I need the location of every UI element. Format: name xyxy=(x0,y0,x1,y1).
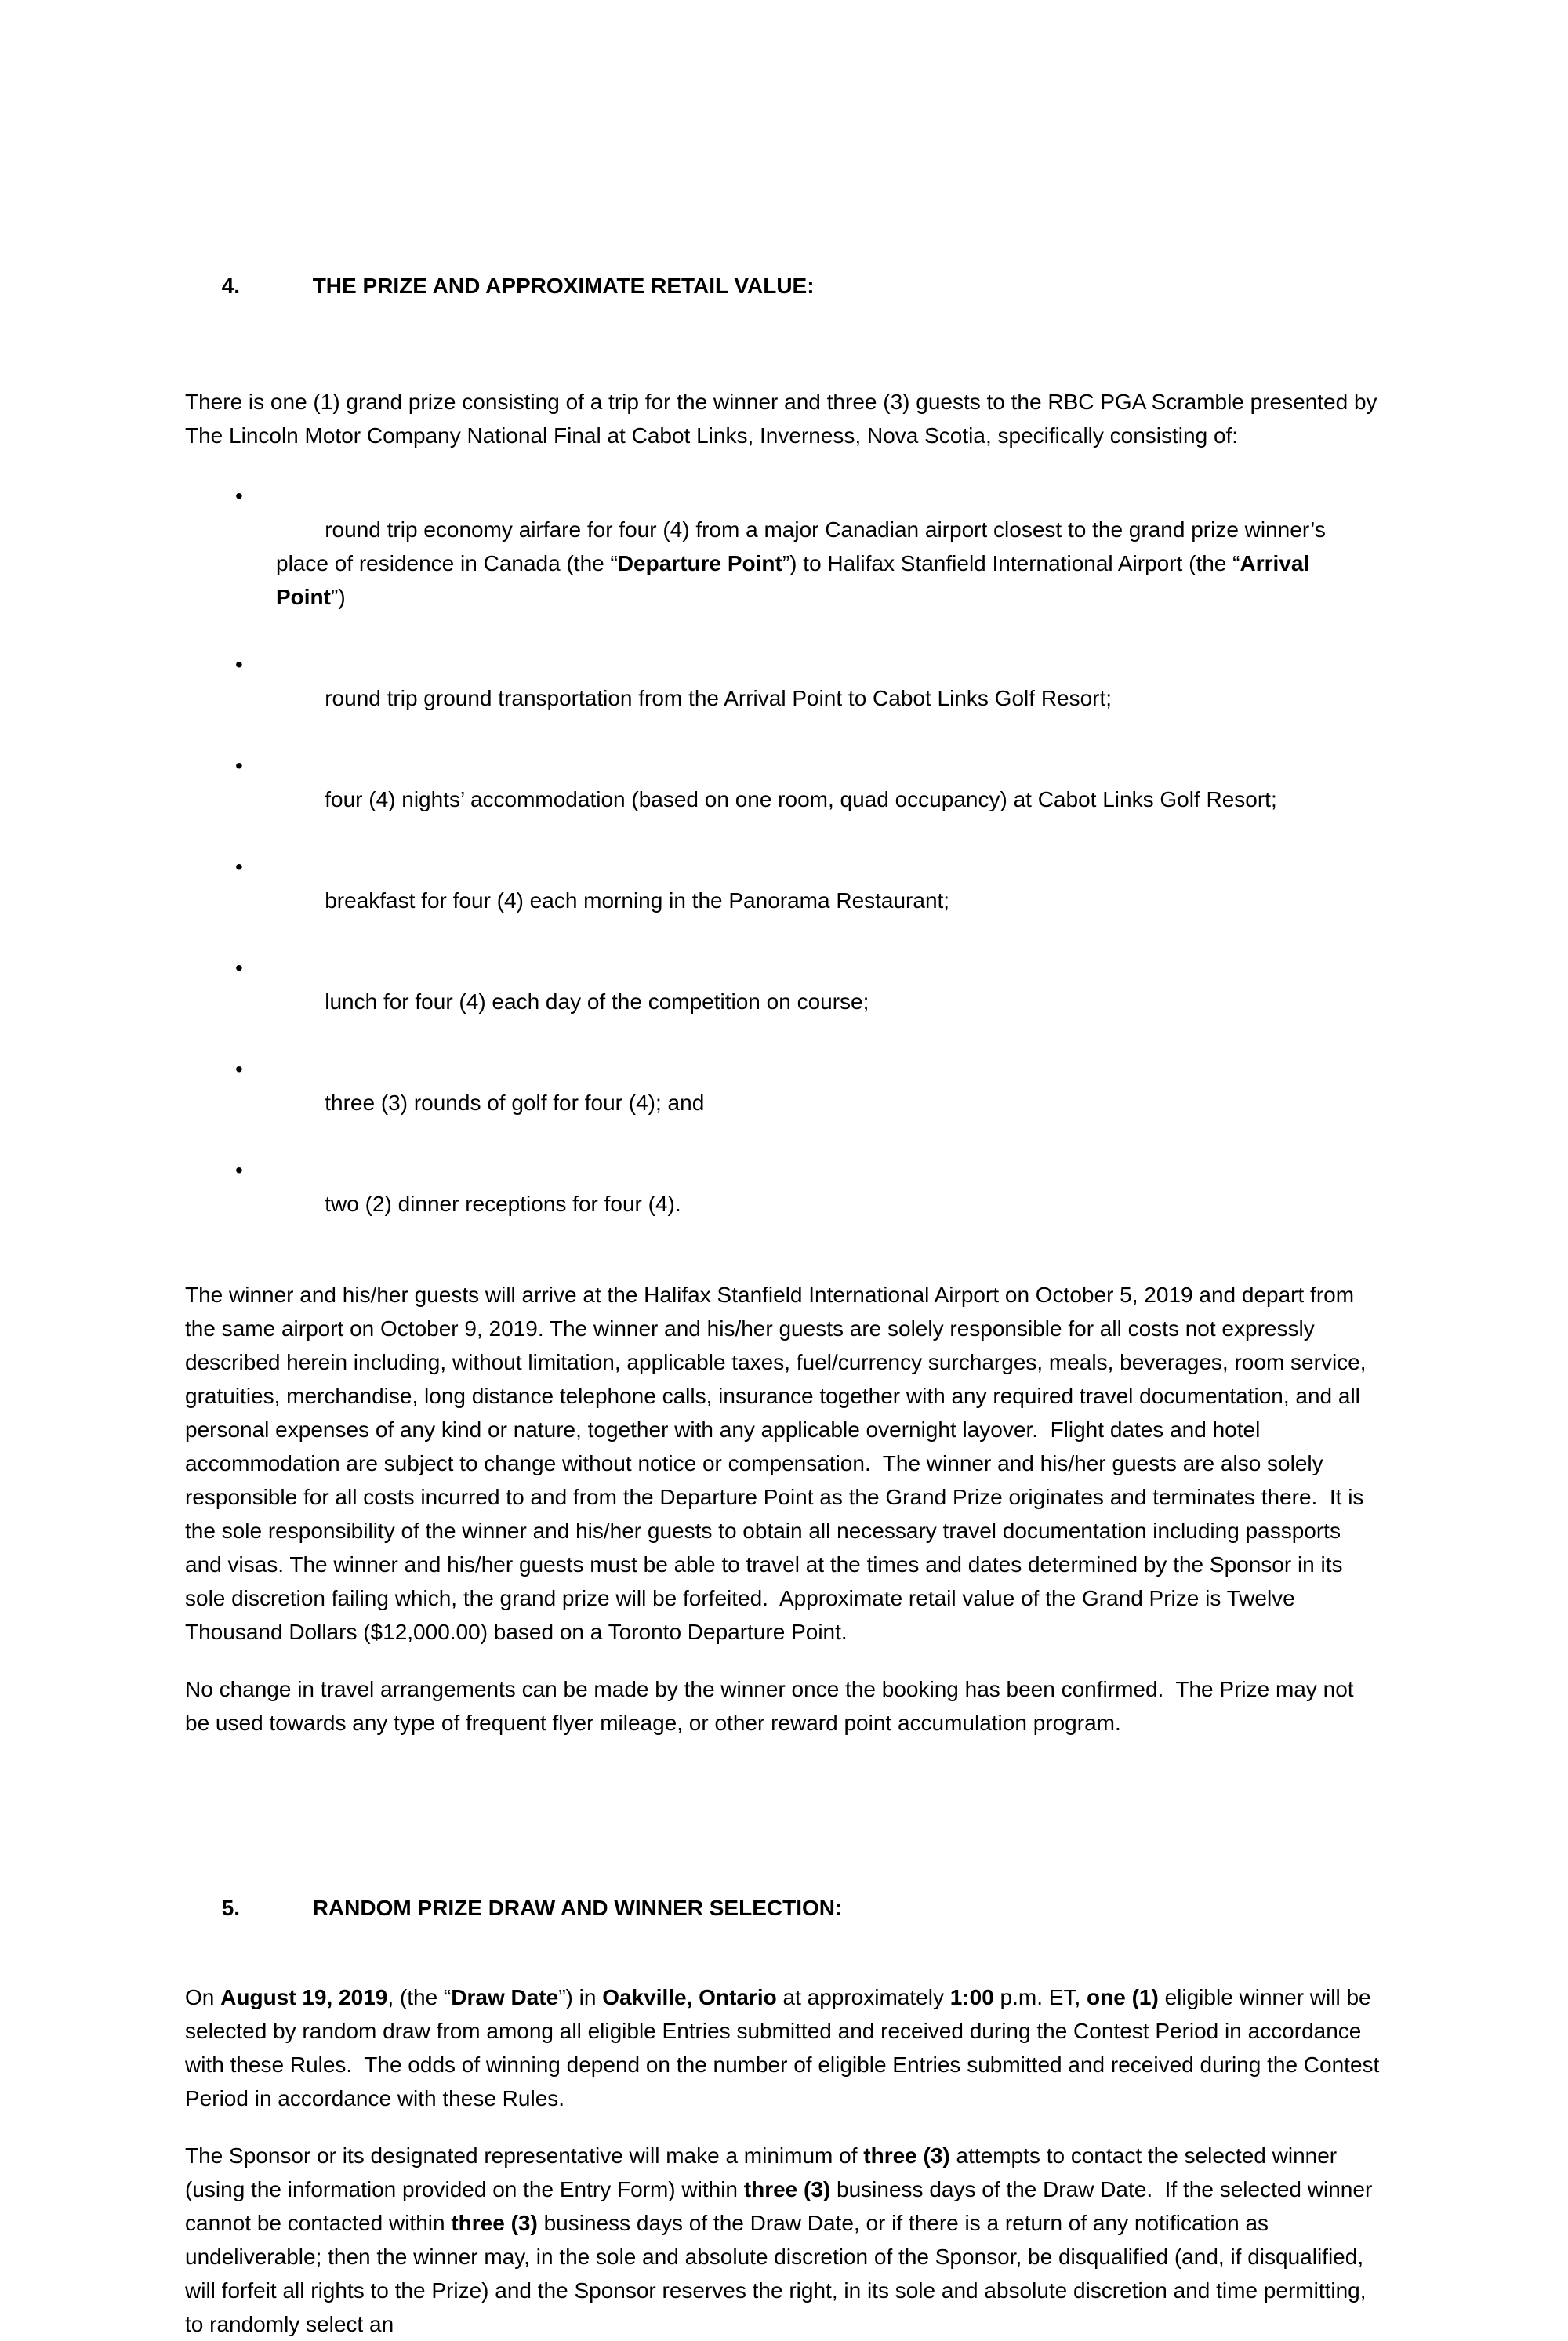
winner-contact-paragraph: The Sponsor or its designated representative will make a minimum of three (3) attempts to contact the selected winner (using the information provided on the Entry Form) within three (3) business days of the Draw Date. If the selected winner cannot be contacted within three (3) business days of the Draw Date, or if there is a return of any notification as undeliverable; then the winner may, in the sole and absolute discretion of the Sponsor, be disqualified (and, if disqualified, will forfeit all rights to the Prize) and the Sponsor reserves the right, in its sole and absolute discretion and time permitting, to randomly select an xyxy=(185,2143,1379,2336)
list-item xyxy=(185,648,1383,749)
bullet-icon: • xyxy=(235,1158,243,1182)
bullet-text-dinner-receptions: two (2) dinner receptions for four (4). xyxy=(325,1192,681,1216)
bullet-icon: • xyxy=(235,956,243,980)
list-item xyxy=(185,951,1383,1052)
list-item xyxy=(185,850,1383,951)
bullet-icon: • xyxy=(235,1057,243,1081)
bullet-text-accommodation: four (4) nights’ accommodation (based on one room, quad occupancy) at Cabot Links Golf Resort; xyxy=(325,787,1277,811)
prize-bullet-list xyxy=(185,479,1383,1254)
no-change-paragraph: No change in travel arrangements can be made by the winner once the booking has been confirmed. The Prize may not be used towards any type of frequent flyer mileage, or other reward point accumulation program. xyxy=(185,1677,1360,1735)
bullet-text-lunch: lunch for four (4) each day of the competition on course; xyxy=(325,989,869,1014)
bullet-icon: • xyxy=(235,484,243,508)
travel-details-paragraph: The winner and his/her guests will arrive at the Halifax Stanfield International Airport on October 5, 2019 and depart from the same airport on October 9, 2019. The winner and his/her guests are solely responsible for all costs not expressly described herein including, without limitation, applicable taxes, fuel/currency surcharges, meals, beverages, room service, gratuities, merchandise, long distance telephone calls, insurance together with any required travel documentation, and all personal expenses of any kind or nature, together with any applicable overnight layover. Flight dates and hotel accommodation are subject to change without notice or compensation. The winner and his/her guests are also solely responsible for all costs incurred to and from the Departure Point as the Grand Prize originates and terminates there. It is the sole responsibility of the winner and his/her guests to obtain all necessary travel documentation including passports and visas. The winner and his/her guests must be able to travel at the times and dates determined by the Sponsor in its sole discretion failing which, the grand prize will be forfeited. Approximate retail value of the Grand Prize is Twelve Thousand Dollars ($12,000.00) based on a Toronto Departure Point. xyxy=(185,1283,1373,1644)
section4-intro-paragraph: There is one (1) grand prize consisting of a trip for the winner and three (3) guests to the RBC PGA Scramble presented by The Lincoln Motor Company National Final at Cabot Links, Inverness, Nova Scotia, specifically consisting of: xyxy=(185,390,1383,448)
section4-title: THE PRIZE AND APPROXIMATE RETAIL VALUE: xyxy=(312,274,815,298)
list-item xyxy=(185,1153,1383,1254)
list-item xyxy=(185,479,1383,648)
draw-date-paragraph: On August 19, 2019, (the “Draw Date”) in Oakville, Ontario at approximately 1:00 p.m. ET, one (1) eligible winner will be selected by random draw from among all eligible Entries submitted and received during the Contest Period in accordance with these Rules. The odds of winning depend on the number of eligible Entries submitted and received during the Contest Period in accordance with these Rules. xyxy=(185,1985,1386,2111)
section5-number: 5. xyxy=(221,1896,241,1920)
list-item xyxy=(185,1052,1383,1153)
bullet-icon: • xyxy=(235,652,243,677)
bullet-icon: • xyxy=(235,753,243,778)
section5-heading xyxy=(185,1857,1383,1958)
section4-heading xyxy=(185,235,1383,336)
section5-title: RANDOM PRIZE DRAW AND WINNER SELECTION: xyxy=(312,1896,843,1920)
bullet-icon: • xyxy=(235,855,243,879)
bullet-text-golf-rounds: three (3) rounds of golf for four (4); and xyxy=(325,1091,705,1115)
list-item xyxy=(185,749,1383,850)
section4-number: 4. xyxy=(221,274,241,298)
bullet-text-ground-transport: round trip ground transportation from the Arrival Point to Cabot Links Golf Resort; xyxy=(325,686,1112,710)
bullet-text-breakfast: breakfast for four (4) each morning in the Panorama Restaurant; xyxy=(325,888,950,913)
bullet-text-airfare: round trip economy airfare for four (4) from a major Canadian airport closest to the grand prize winner’s place of residence in Canada (the “Departure Point”) to Halifax Stanfield International Airport (the “Arrival Point”) xyxy=(276,517,1332,609)
contest-rules-document xyxy=(185,235,1386,2341)
